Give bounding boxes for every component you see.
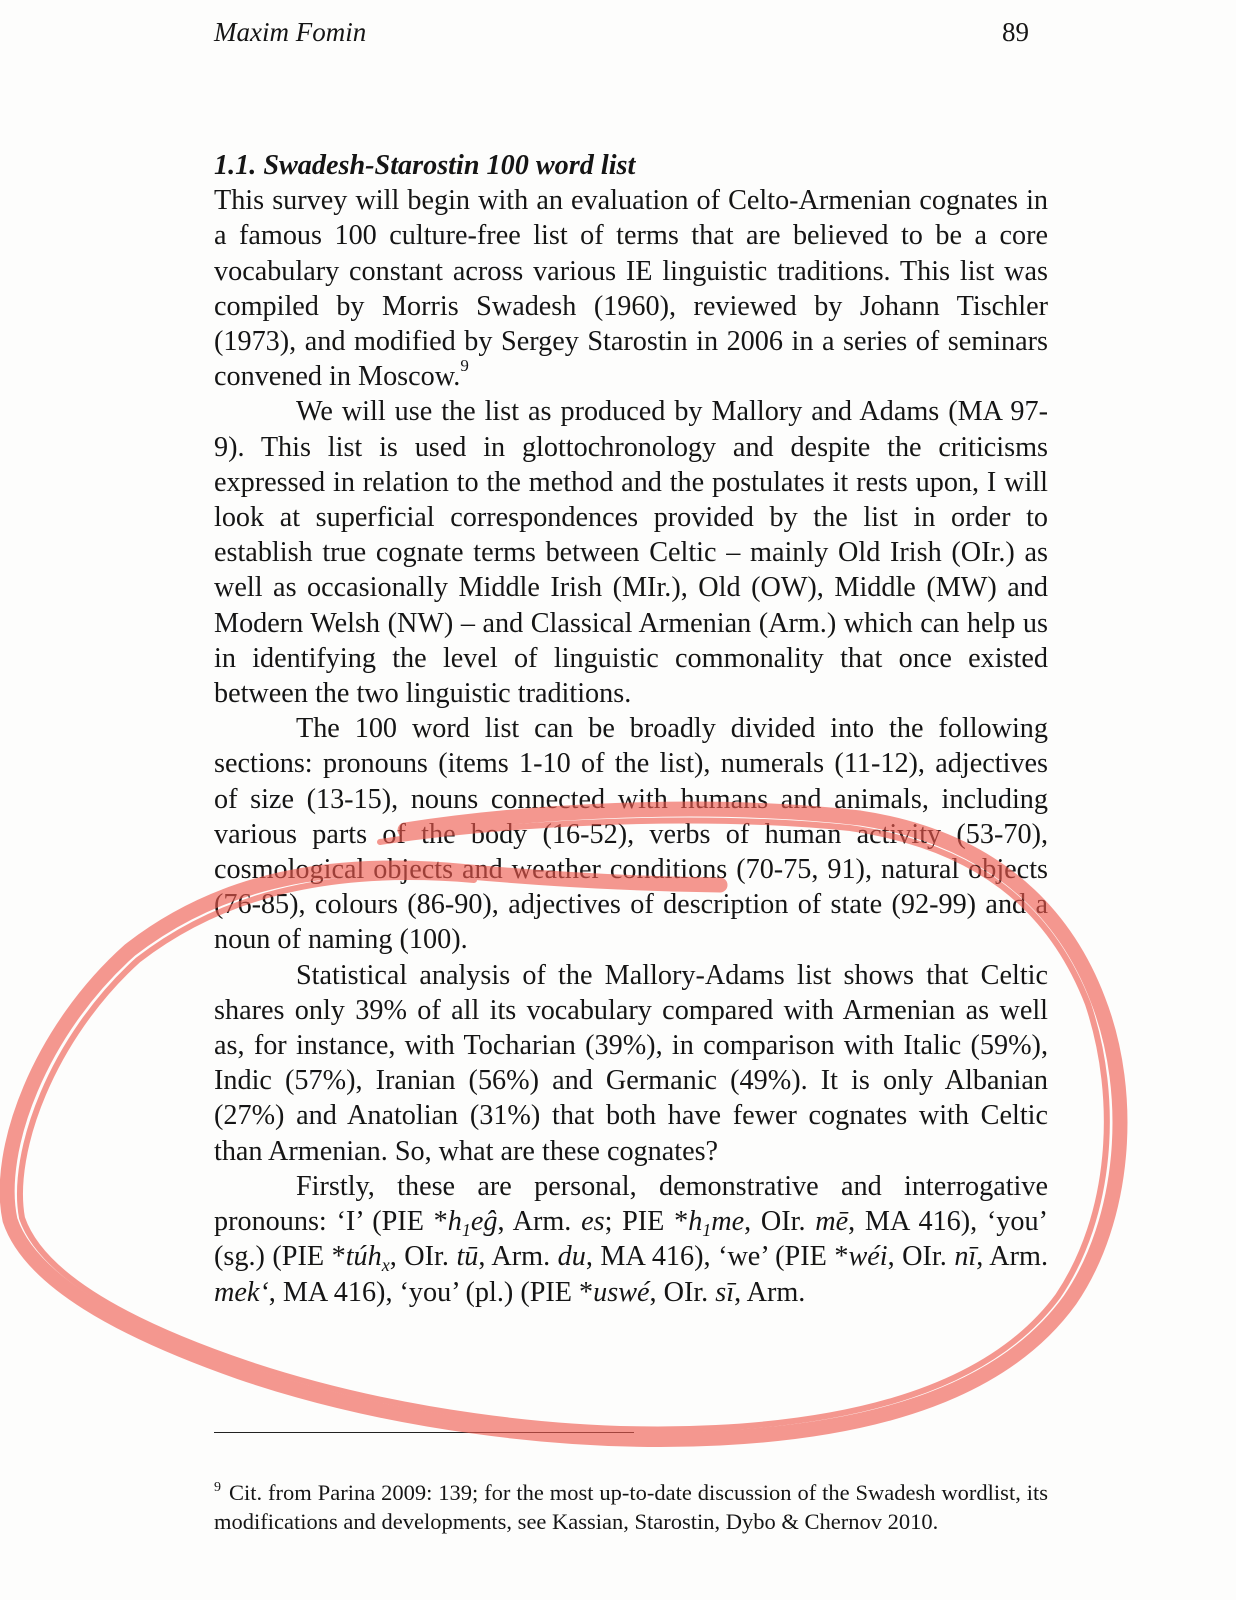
p5-text: ; PIE * — [604, 1206, 689, 1238]
p5-text: Firstly, these are personal, demonstrative and interrogative pronouns: ‘I’ (PIE * — [214, 1170, 1048, 1238]
p5-italic: mē — [815, 1206, 849, 1238]
p5-italic: uswé — [593, 1276, 650, 1308]
p5-italic: túh — [345, 1241, 382, 1273]
p5-text: , Arm. — [497, 1206, 582, 1238]
footnote-divider — [214, 1432, 634, 1433]
p5-italic: me — [711, 1206, 745, 1238]
section-heading: 1.1. Swadesh-Starostin 100 word list — [214, 150, 636, 181]
footnote-reference[interactable]: 9 — [460, 356, 469, 376]
body-text — [214, 148, 1048, 1310]
paragraph-1 — [214, 183, 1048, 394]
p5-text: , Arm. — [976, 1241, 1048, 1273]
p5-italic: tū — [456, 1241, 479, 1273]
paragraph-2: We will use the list as produced by Mallory and Adams (MA 97-9). This list is used in glottochronology and despite the criticisms expressed in relation to the method and the postulates it rests upon, I will look at superficial correspondences provided by the list in order to establish true cognate terms between Celtic – mainly Old Irish (OIr.) as well as occasionally Middle Irish (MIr.), Old (OW), Middle (MW) and Modern Welsh (NW) – and Classical Armenian (Arm.) which can help us in identifying the level of linguistic commonality that once existed between the two linguistic traditions. — [214, 396, 1048, 710]
footnote — [214, 1478, 1048, 1536]
p5-text: , OIr. — [744, 1206, 816, 1238]
p5-italic: es — [581, 1206, 605, 1238]
p5-text: , Arm. — [734, 1276, 806, 1308]
p5-text: , OIr. — [649, 1276, 716, 1308]
running-head — [214, 12, 1029, 52]
paragraph-5 — [214, 1169, 1048, 1310]
paragraph-3: The 100 word list can be broadly divided into the following sections: pronouns (items 1-10 of the list), numerals (11-12), adjectives of size (13-15), nouns connected with humans and animals, including various parts of the body (16-52), verbs of human activity (53-70), cosmological objects and weather conditions (70-75, 91), natural objects (76-85), colours (86-90), adjectives of description of state (92-99) and a noun of naming (100). — [214, 713, 1048, 956]
running-head-author: Maxim Fomin — [214, 17, 367, 47]
p5-text: , MA 416), ‘you’ (sg.) (PIE * — [214, 1206, 1048, 1273]
footnote-marker: 9 — [214, 1480, 221, 1495]
p5-italic: sī — [715, 1276, 735, 1308]
p5-subscript: 1 — [702, 1220, 712, 1241]
p5-italic: h — [688, 1206, 703, 1238]
p5-subscript: x — [381, 1255, 390, 1276]
p5-text: , MA 416), ‘you’ (pl.) (PIE * — [268, 1276, 594, 1308]
p5-italic: nī — [954, 1241, 977, 1273]
p5-text: , OIr. — [389, 1241, 457, 1273]
p5-text: , MA 416), ‘we’ (PIE * — [585, 1241, 849, 1273]
p5-text: , OIr. — [887, 1241, 955, 1273]
p5-italic: mek‘ — [214, 1276, 269, 1308]
p5-subscript: 1 — [461, 1220, 471, 1241]
p5-italic: du — [557, 1241, 586, 1273]
p5-italic: wéi — [848, 1241, 888, 1273]
p5-italic: h — [447, 1206, 462, 1238]
p5-text: , Arm. — [478, 1241, 558, 1273]
page-number: 89 — [1002, 17, 1029, 47]
footnote-text: Cit. from Parina 2009: 139; for the most up-to-date discussion of the Swadesh wordlist, its modifications and developments, see Kassian, Starostin, Dybo & Chernov 2010. — [214, 1480, 1048, 1534]
paragraph-1-text: This survey will begin with an evaluation of Celto-Armenian cognates in a famous 100 culture-free list of terms that are believed to be a core vocabulary constant across various IE linguistic traditions. This list was compiled by Morris Swadesh (1960), reviewed by Johann Tischler (1973), and modified by Sergey Starostin in 2006 in a series of seminars convened in Moscow. — [214, 185, 1048, 393]
p5-italic: eĝ — [470, 1206, 498, 1238]
paragraph-4: Statistical analysis of the Mallory-Adams list shows that Celtic shares only 39% of all its vocabulary compared with Armenian as well as, for instance, with Tocharian (39%), in comparison with Italic (59%), Indic (57%), Iranian (56%) and Germanic (49%). It is only Albanian (27%) and Anatolian (31%) that both have fewer cognates with Celtic than Armenian. So, what are these cognates? — [214, 959, 1048, 1167]
